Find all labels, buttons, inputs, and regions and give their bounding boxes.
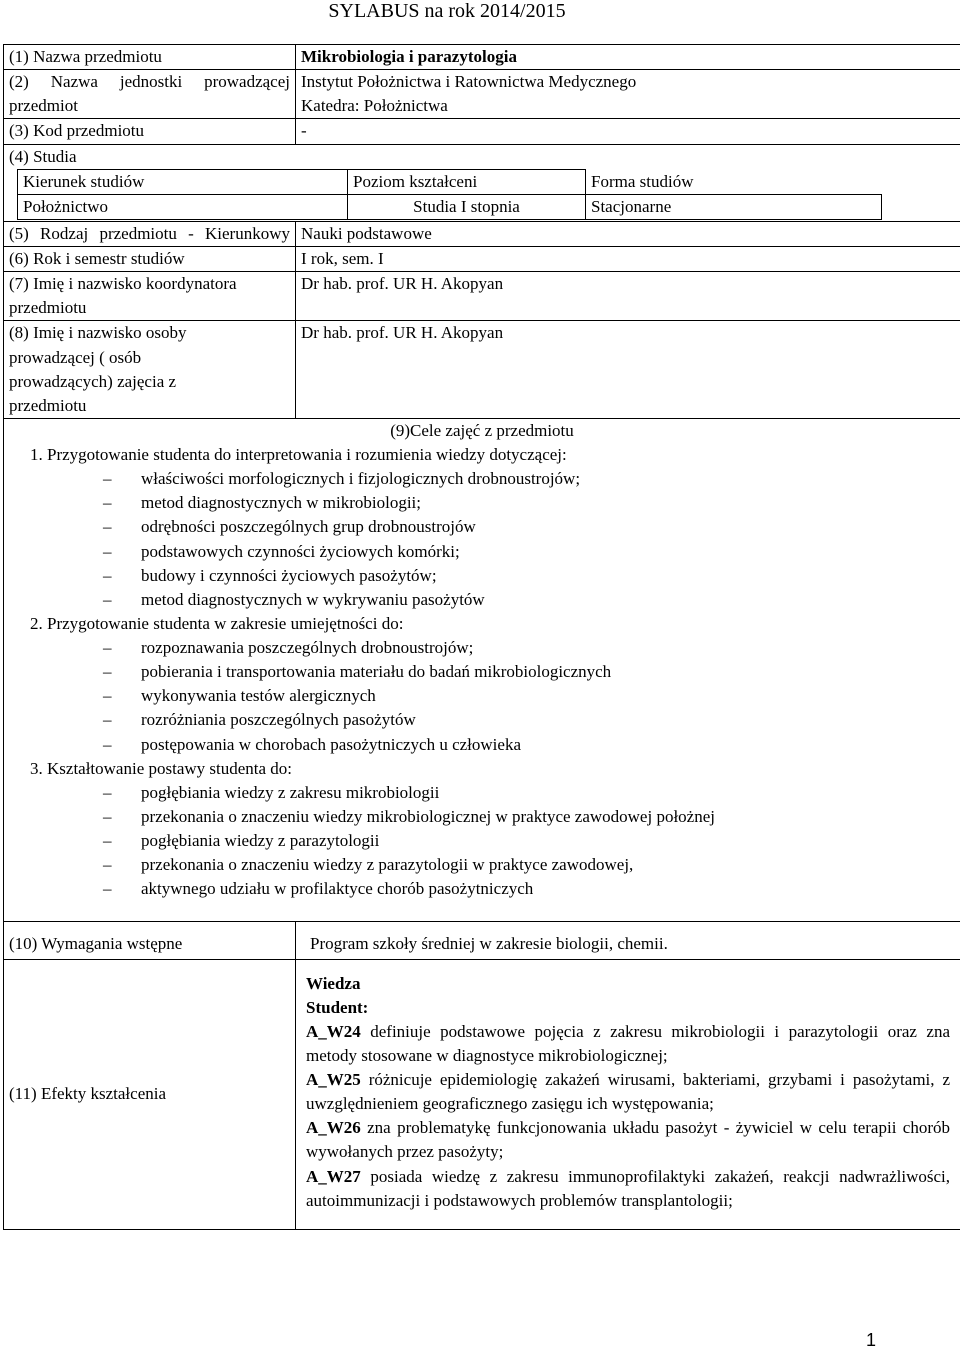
goals-cell <box>4 418 960 922</box>
course-code-label: (3) Kod przedmiotu <box>4 119 296 144</box>
list-item: – odrębności poszczególnych grup drobnoustrojów <box>141 515 955 539</box>
goal-1-items <box>47 467 955 612</box>
row-course-type <box>4 221 960 246</box>
coordinator-label: (7) Imię i nazwisko koordynatora przedmiotu <box>4 272 296 321</box>
list-item: – pobierania i transportowania materiału do badań mikrobiologicznych <box>141 660 955 684</box>
outcomes-heading: Wiedza <box>306 973 361 993</box>
outcomes-subheading: Student: <box>306 997 369 1017</box>
studies-value-form: Stacjonarne <box>586 194 882 219</box>
list-item: – budowy i czynności życiowych pasożytów; <box>141 564 955 588</box>
course-type-value: Nauki podstawowe <box>296 221 960 246</box>
outcome-text: definiuje podstawowe pojęcia z zakresu mikrobiologii i parazytologii oraz zna metody stosowane w diagnostyce mikrobiologicznej; <box>306 1021 950 1065</box>
list-item: – postępowania w chorobach pasożytniczych u człowieka <box>141 733 955 757</box>
goal-1-title: Przygotowanie studenta do interpretowania i rozumienia wiedzy dotyczącej: <box>47 445 567 464</box>
studies-value-field: Położnictwo <box>18 194 348 219</box>
outcome-a-w26 <box>306 1116 950 1164</box>
prerequisites-value: Program szkoły średniej w zakresie biologii, chemii. <box>296 922 960 959</box>
row-coordinator <box>4 272 960 321</box>
row-course-code <box>4 119 960 144</box>
row-unit <box>4 70 960 119</box>
list-item: – metod diagnostycznych w wykrywaniu pasożytów <box>141 588 955 612</box>
studies-subtable <box>17 169 882 220</box>
year-semester-value: I rok, sem. I <box>296 247 960 272</box>
outcome-code: A_W26 <box>306 1118 361 1138</box>
list-item: – pogłębiania wiedzy z parazytologii <box>141 829 955 853</box>
outcome-code: A_W27 <box>306 1166 361 1186</box>
outcomes-value <box>296 959 960 1229</box>
list-item: – metod diagnostycznych w mikrobiologii; <box>141 491 955 515</box>
course-name-value: Mikrobiologia i parazytologia <box>296 45 960 70</box>
studies-header-form: Forma studiów <box>591 171 694 191</box>
studies-value-level: Studia I stopnia <box>348 194 586 219</box>
list-item: – przekonania o znaczeniu wiedzy mikrobiologicznej w praktyce zawodowej położnej <box>141 805 955 829</box>
row-goals <box>4 418 960 922</box>
prerequisites-label: (10) Wymagania wstępne <box>4 922 296 959</box>
list-item: – rozróżniania poszczególnych pasożytów <box>141 708 955 732</box>
row-prerequisites <box>4 922 960 959</box>
list-item: – aktywnego udziału w profilaktyce chorób pasożytniczych <box>141 877 955 901</box>
outcome-a-w25 <box>306 1068 950 1116</box>
outcome-text: posiada wiedzę z zakresu immunoprofilaktyki zakażeń, reakcji nadwrażliwości, autoimmunizacji i podstawowych problemów transplantologii; <box>306 1166 950 1210</box>
goal-3-items <box>47 781 955 902</box>
outcome-a-w24 <box>306 1020 950 1068</box>
list-item: – pogłębiania wiedzy z zakresu mikrobiologii <box>141 781 955 805</box>
row-lecturer <box>4 321 960 419</box>
studies-label: (4) Studia <box>9 146 77 166</box>
outcome-code: A_W25 <box>306 1070 361 1089</box>
course-name-label: (1) Nazwa przedmiotu <box>4 45 296 70</box>
course-code-value: - <box>296 119 960 144</box>
studies-cell <box>4 144 960 221</box>
coordinator-value: Dr hab. prof. UR H. Akopyan <box>296 272 960 321</box>
lecturer-value: Dr hab. prof. UR H. Akopyan <box>296 321 960 419</box>
studies-header-field: Kierunek studiów <box>18 169 348 194</box>
row-year-semester <box>4 247 960 272</box>
list-item: – podstawowych czynności życiowych komórki; <box>141 540 955 564</box>
list-item: – rozpoznawania poszczególnych drobnoustrojów; <box>141 636 955 660</box>
row-course-name <box>4 45 960 70</box>
outcomes-label: (11) Efekty kształcenia <box>4 959 296 1229</box>
goals-header: (9)Cele zajęć z przedmiotu <box>390 420 574 440</box>
list-item: – wykonywania testów alergicznych <box>141 684 955 708</box>
goal-2-items <box>47 636 955 757</box>
lecturer-label: (8) Imię i nazwisko osoby prowadzącej ( osób prowadzących) zajęcia z przedmiotu <box>4 321 296 419</box>
outcome-code: A_W24 <box>306 1021 361 1041</box>
goal-2-title: Przygotowanie studenta w zakresie umiejętności do: <box>47 613 404 633</box>
row-studies <box>4 144 960 221</box>
year-semester-label: (6) Rok i semestr studiów <box>4 247 296 272</box>
outcome-text: różnicuje epidemiologię zakażeń wirusami, bakteriami, grzybami i pasożytami, z uwzględnieniem geograficznego zasięgu ich występowania; <box>306 1070 950 1114</box>
outcome-text: zna problematykę funkcjonowania układu pasożyt - żywiciel w celu terapii chorób wywołanych przez pasożyty; <box>306 1118 950 1162</box>
unit-label: (2) Nazwa jednostki prowadzącej przedmiot <box>4 70 296 119</box>
outcome-a-w27 <box>306 1165 950 1213</box>
unit-institute: Instytut Położnictwa i Ratownictwa Medycznego <box>301 72 637 92</box>
page-title: SYLABUS na rok 2014/2015 <box>328 0 566 22</box>
page-number: 1 <box>865 1330 876 1350</box>
goal-2 <box>47 612 955 757</box>
goal-1 <box>47 443 955 612</box>
studies-header-level: Poziom kształceni <box>348 169 586 194</box>
goals-list <box>9 443 955 901</box>
list-item: – przekonania o znaczeniu wiedzy z parazytologii w praktyce zawodowej, <box>141 853 955 877</box>
unit-department: Katedra: Położnictwa <box>301 96 448 116</box>
row-learning-outcomes <box>4 959 960 1229</box>
goal-3 <box>47 757 955 902</box>
unit-value <box>296 70 960 119</box>
syllabus-table <box>3 44 960 1230</box>
list-item: – właściwości morfologicznych i fizjologicznych drobnoustrojów; <box>141 467 955 491</box>
goal-3-title: Kształtowanie postawy studenta do: <box>47 758 293 778</box>
course-type-label: (5) Rodzaj przedmiotu - Kierunkowy <box>4 221 296 246</box>
